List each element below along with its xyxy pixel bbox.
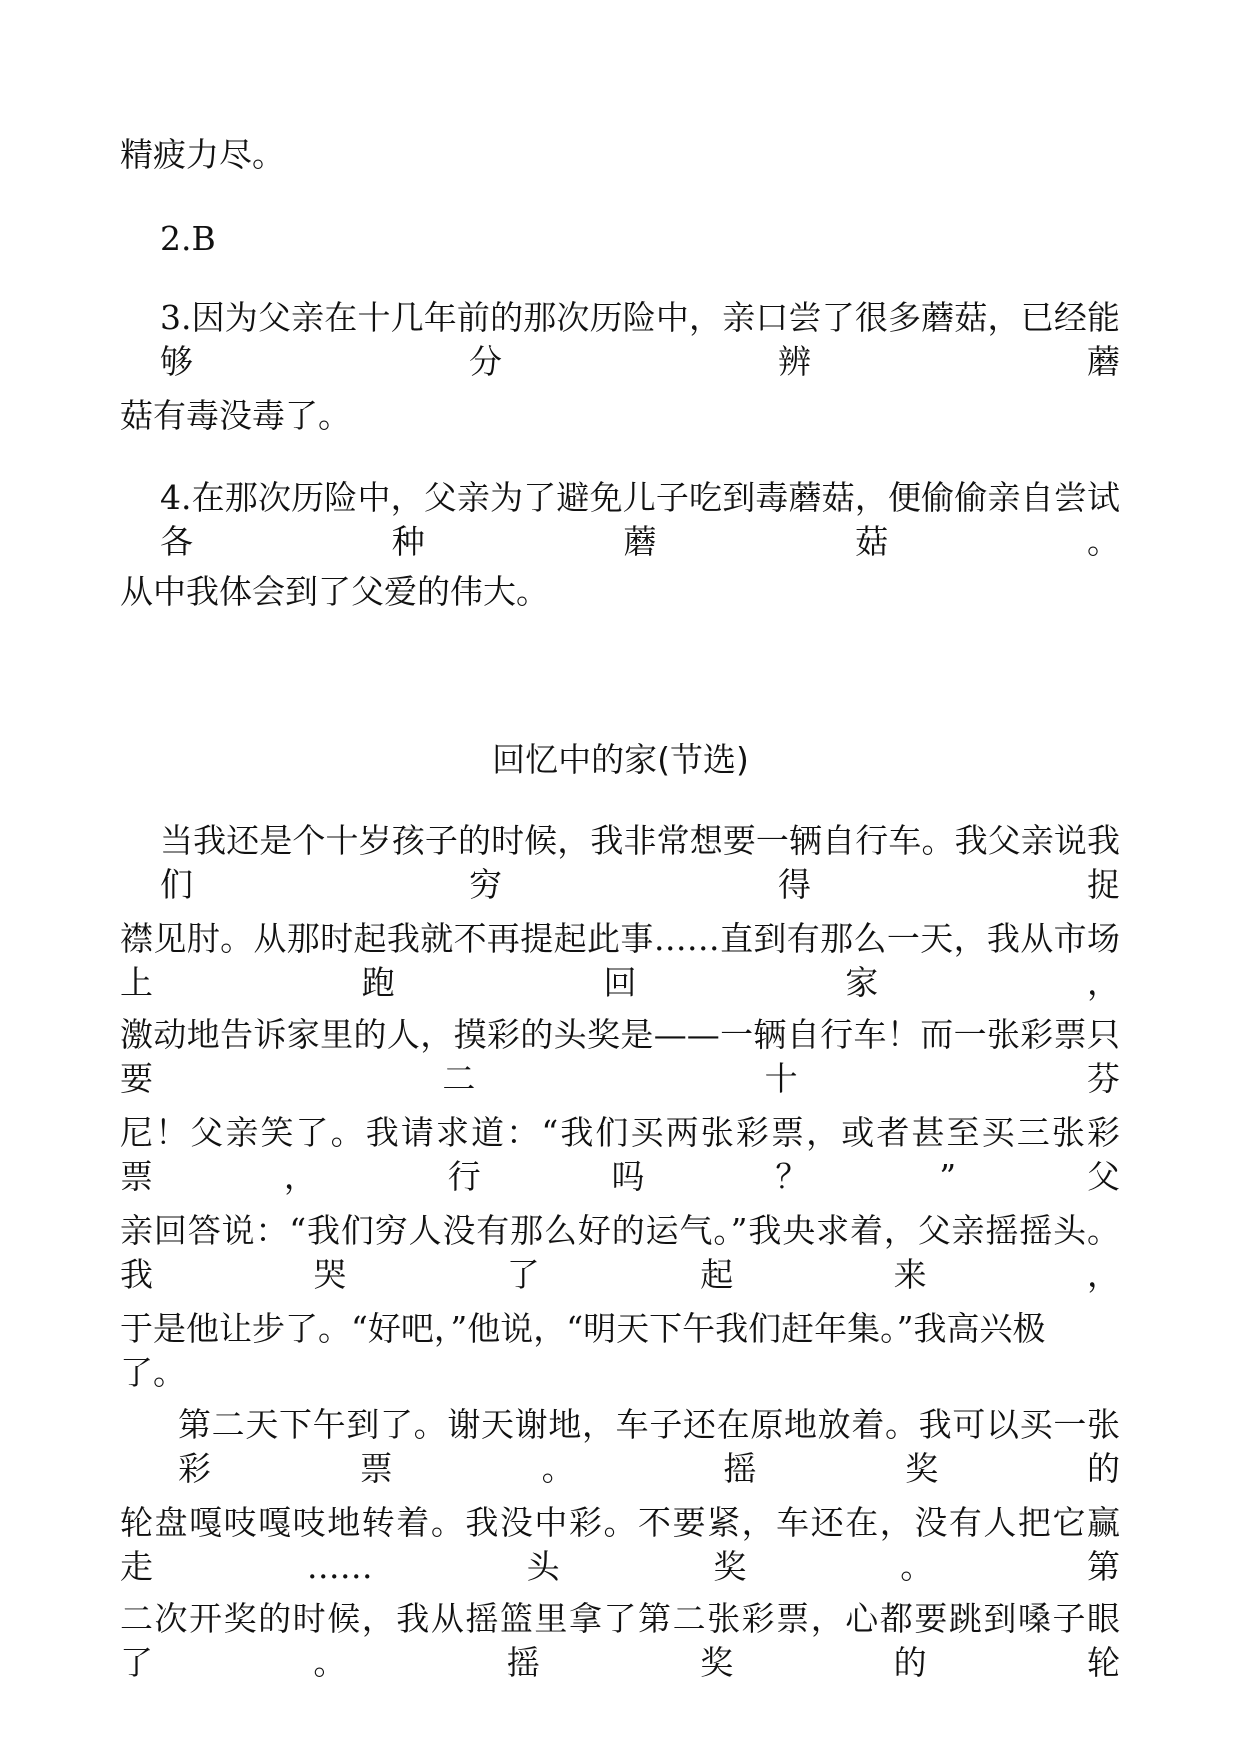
answer-4-line-1: 4.在那次历险中，父亲为了避免儿子吃到毒蘑菇，便偷偷亲自尝试各种蘑菇。 [160, 478, 1120, 561]
article-line: 轮盘嘎吱嘎吱地转着。我没中彩。不要紧，车还在，没有人把它赢走……头奖。第 [120, 1503, 1120, 1586]
article-line: 于是他让步了。“好吧，”他说，“明天下午我们赶年集。”我高兴极了。 [120, 1309, 1046, 1392]
article-line: 亲回答说：“我们穷人没有那么好的运气。”我央求着，父亲摇摇头。我哭了起来， [120, 1211, 1120, 1294]
article-line: 襟见肘。从那时起我就不再提起此事……直到有那么一天，我从市场上跑回家， [120, 919, 1120, 1002]
answer-text-end: 精疲力尽。 [120, 135, 285, 174]
article-line: 二次开奖的时候，我从摇篮里拿了第二张彩票，心都要跳到嗓子眼了。摇奖的轮 [120, 1599, 1120, 1682]
answer-3-line-2: 菇有毒没毒了。 [120, 396, 351, 435]
article-line: 当我还是个十岁孩子的时候，我非常想要一辆自行车。我父亲说我们穷得捉 [160, 821, 1120, 904]
article-title: 回忆中的家(节选) [492, 740, 749, 779]
answer-2: 2.B [160, 219, 216, 258]
article-line: 尼！父亲笑了。我请求道：“我们买两张彩票，或者甚至买三张彩票，行吗？”父 [120, 1113, 1120, 1196]
answer-3-line-1: 3.因为父亲在十几年前的那次历险中，亲口尝了很多蘑菇，已经能够分辨蘑 [160, 298, 1120, 381]
article-line: 第二天下午到了。谢天谢地，车子还在原地放着。我可以买一张彩票。摇奖的 [178, 1405, 1120, 1488]
answer-4-line-2: 从中我体会到了父爱的伟大。 [120, 572, 549, 611]
article-line: 激动地告诉家里的人，摸彩的头奖是——一辆自行车！而一张彩票只要二十芬 [120, 1015, 1120, 1098]
